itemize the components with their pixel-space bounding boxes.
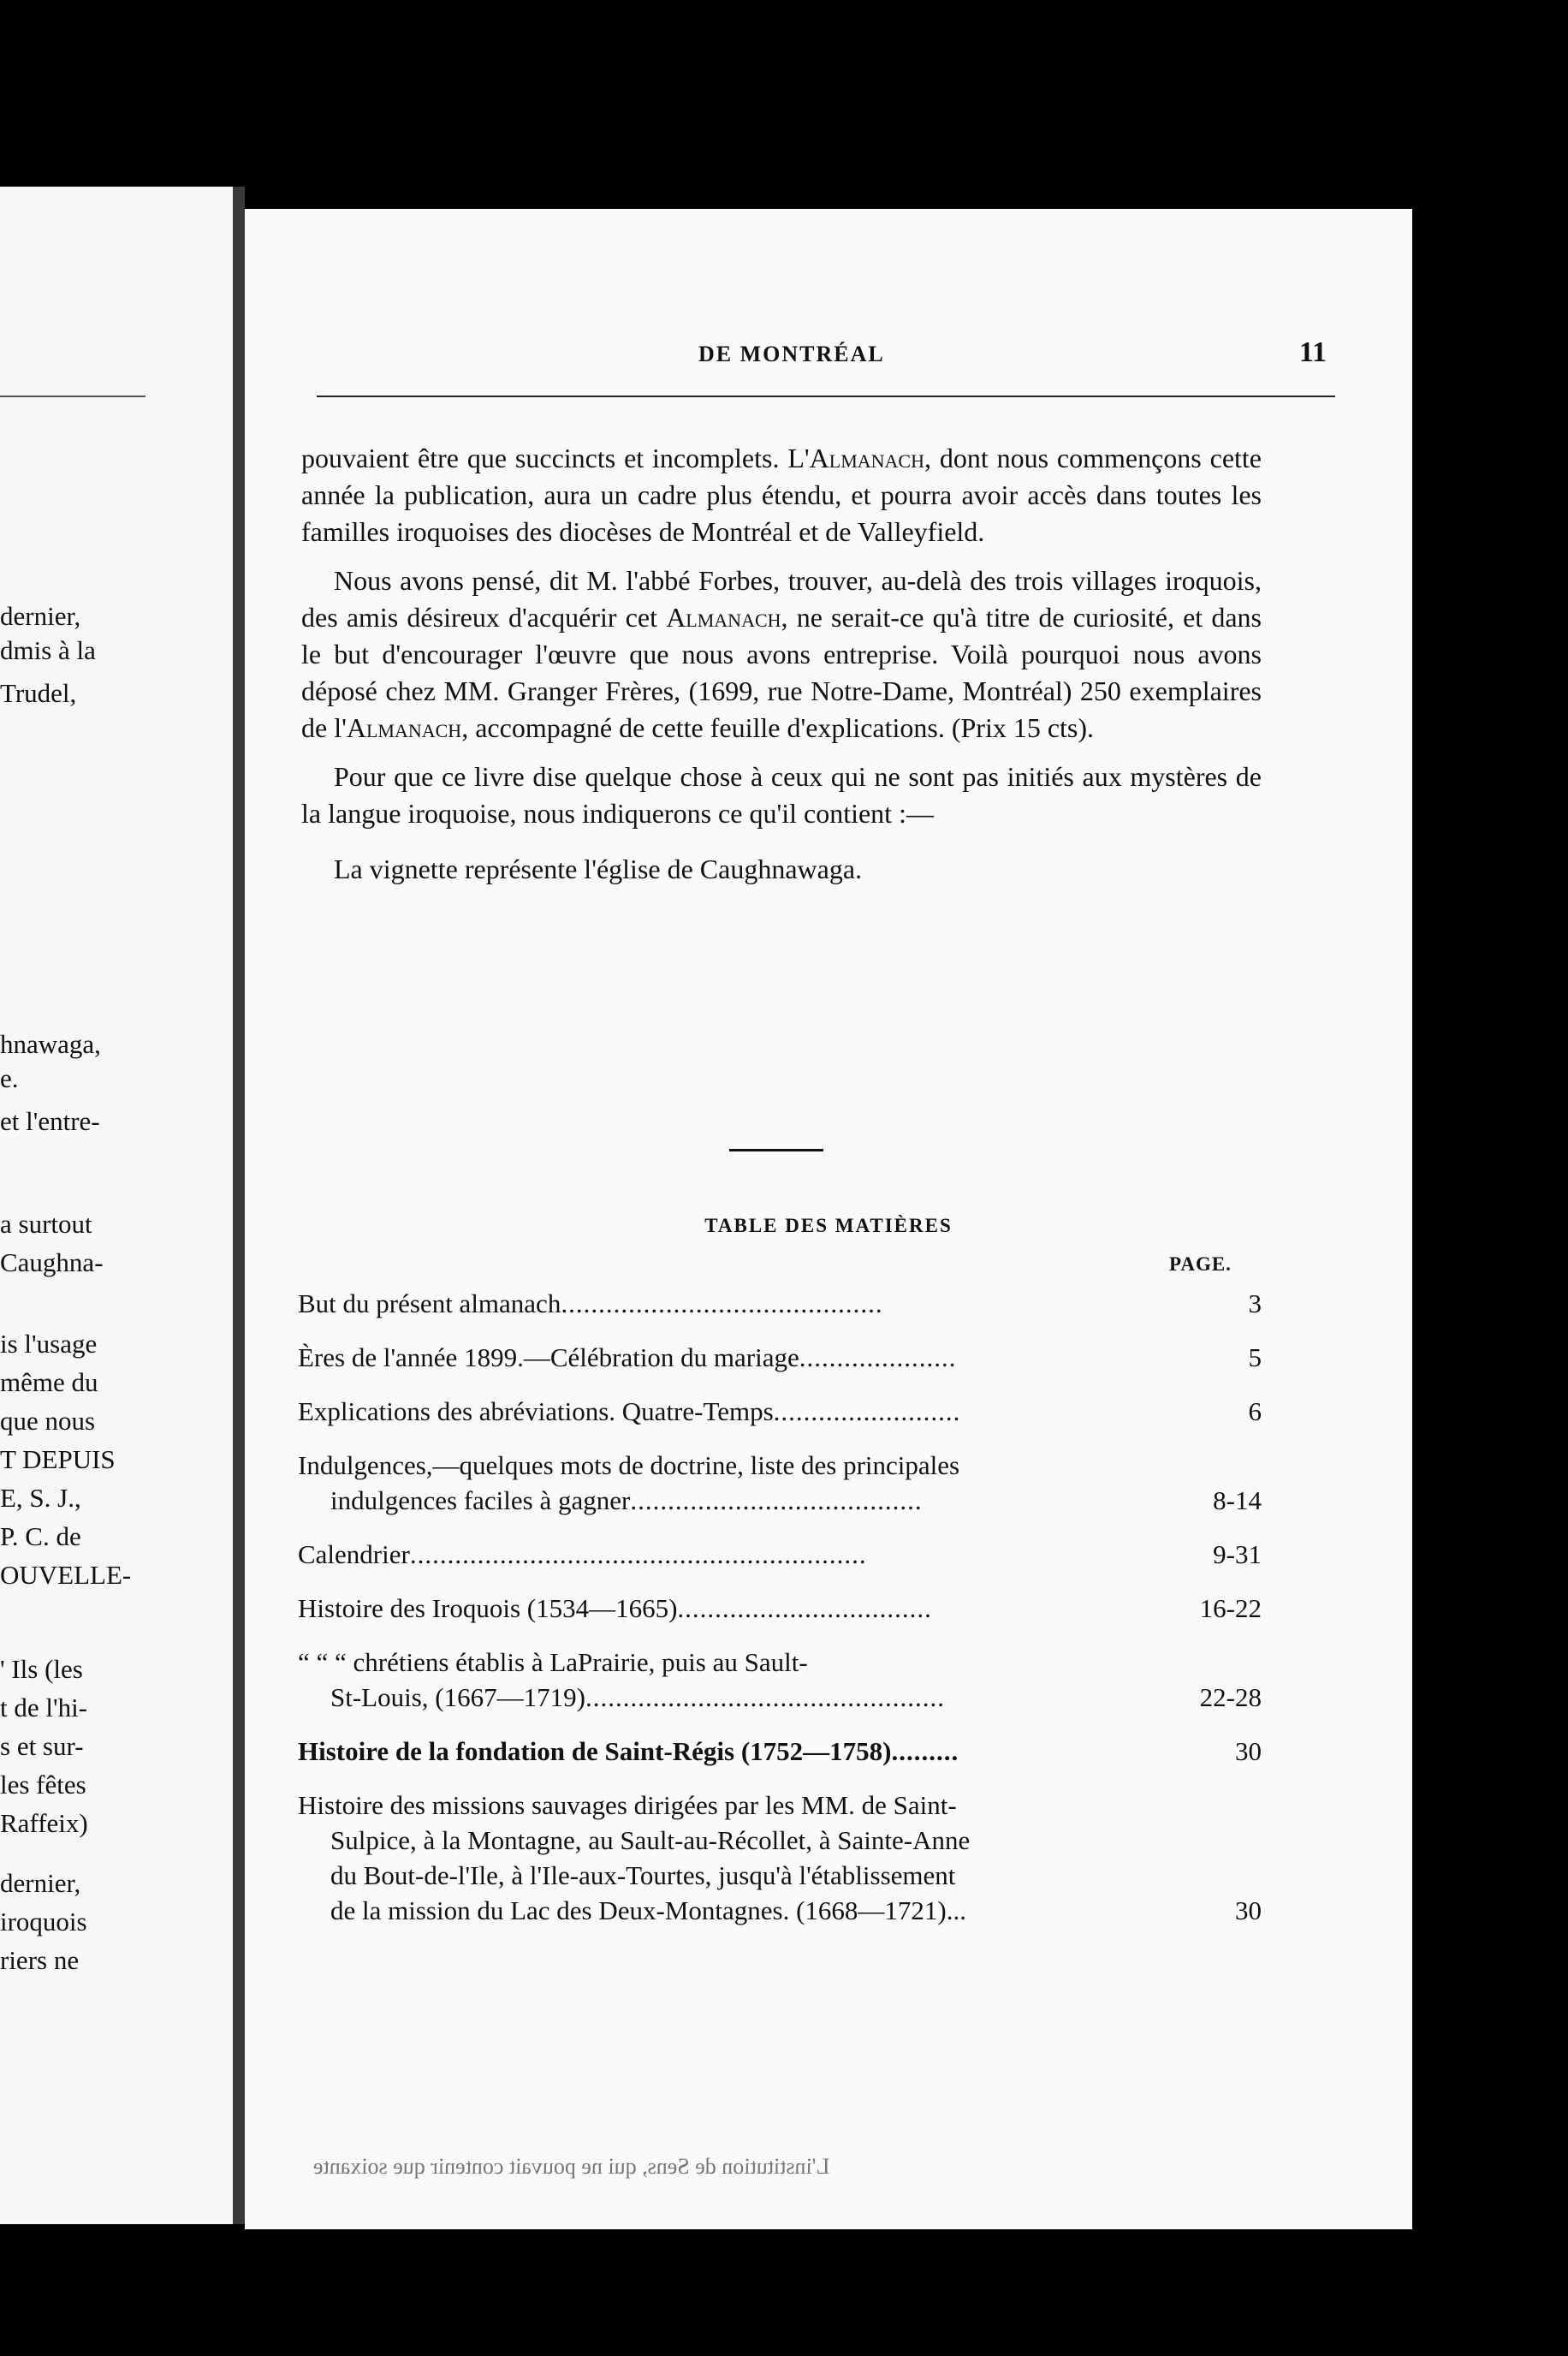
left-page-line: Trudel, xyxy=(0,678,77,708)
toc-title: TABLE DES MATIÈRES xyxy=(704,1215,953,1236)
section-separator xyxy=(729,1149,823,1151)
toc-entry-line: du Bout-de-l'Ile, à l'Ile-aux-Tourtes, jusqu'à l'établissement xyxy=(330,1860,956,1890)
toc-entry-line: indulgences faciles à gagner....................................... xyxy=(330,1485,923,1515)
toc-entry xyxy=(298,1286,1262,1321)
toc-entry xyxy=(298,1394,1262,1429)
toc-page-number: 5 xyxy=(1248,1342,1262,1372)
toc-page-number: 30 xyxy=(1235,1736,1262,1766)
left-page-line: même du xyxy=(0,1367,98,1397)
left-page-line: iroquois xyxy=(0,1907,87,1937)
toc-entry xyxy=(298,1537,1262,1572)
book-page xyxy=(245,209,1412,2229)
toc-leader-dots: ............................................................. xyxy=(409,1539,867,1569)
page-header xyxy=(245,336,1412,376)
toc-leader-dots: ......... xyxy=(891,1736,959,1766)
toc-page-number: 16-22 xyxy=(1199,1593,1262,1623)
toc-page-number: 3 xyxy=(1248,1288,1262,1318)
running-head: DE MONTRÉAL xyxy=(698,342,885,366)
toc-leader-dots: ........................................... xyxy=(561,1288,883,1318)
left-page-line: riers ne xyxy=(0,1945,80,1975)
toc-entry-text xyxy=(298,1591,1193,1626)
toc-entry-text xyxy=(298,1394,1193,1429)
toc-entry xyxy=(298,1645,1262,1715)
toc-entry-text xyxy=(298,1645,1193,1715)
left-page-line: E, S. J., xyxy=(0,1483,81,1513)
toc-entry-line: Calendrier............................................................. xyxy=(298,1539,867,1569)
toc-entry-text xyxy=(298,1340,1193,1375)
toc-page-number: 8-14 xyxy=(1213,1485,1262,1515)
toc-leader-dots: .................................. xyxy=(677,1593,932,1623)
left-page-line: t de l'hi- xyxy=(0,1693,88,1722)
paragraph-1: pouvaient être que succincts et incomplets. L'Almanach, dont nous commençons cette année la publication, aura un cadre plus étendu, et pourra avoir accès dans toutes les familles iroquoises des diocèses de Montréal et de Valleyfield. xyxy=(301,443,1262,547)
paragraph-2: Nous avons pensé, dit M. l'abbé Forbes, trouver, au-delà des trois villages iroquois, des amis désireux d'acquérir cet Almanach, ne serait-ce qu'à titre de curiosité, et dans le but d'encourager l'œuvre que nous avons entreprise. Voilà pourquoi nous avons déposé chez MM. Granger Frères, (1699, rue Notre-Dame, Montréal) 250 exemplaires de l'Almanach, accompagné de cette feuille d'explications. (Prix 15 cts). xyxy=(301,565,1262,743)
toc-entry-line: St-Louis, (1667—1719)................................................ xyxy=(330,1682,945,1712)
left-page-line: les fêtes xyxy=(0,1770,86,1800)
left-page-line: dmis à la xyxy=(0,635,96,665)
toc-leader-dots: ....................................... xyxy=(630,1485,923,1515)
toc-entry-line: Histoire des missions sauvages dirigées par les MM. de Saint- xyxy=(298,1790,957,1820)
toc-leader-dots: ..................... xyxy=(799,1342,957,1372)
toc-entry-text xyxy=(298,1734,1193,1769)
toc-entry-line: But du présent almanach........................................... xyxy=(298,1288,883,1318)
page-number: 11 xyxy=(1298,336,1327,368)
left-page-line: hnawaga, xyxy=(0,1029,101,1059)
toc-entry-line: Histoire des Iroquois (1534—1665).................................. xyxy=(298,1593,932,1623)
toc-page-number: 6 xyxy=(1248,1396,1262,1426)
toc-page-number: 9-31 xyxy=(1213,1539,1262,1569)
left-page-line: P. C. de xyxy=(0,1521,81,1551)
toc-entry-text xyxy=(298,1537,1193,1572)
toc-page-number: 30 xyxy=(1235,1895,1262,1925)
left-page-line: OUVELLE- xyxy=(0,1560,132,1590)
left-page-line: s et sur- xyxy=(0,1731,84,1761)
left-page-line: dernier, xyxy=(0,1868,81,1898)
left-page-line: Raffeix) xyxy=(0,1808,88,1838)
left-page-fragment xyxy=(0,187,245,2224)
toc-entry-line: Sulpice, à la Montagne, au Sault-au-Récollet, à Sainte-Anne xyxy=(330,1825,971,1855)
left-page-line: is l'usage xyxy=(0,1329,98,1359)
toc-entry-text xyxy=(298,1788,1193,1928)
left-page-line: T DEPUIS xyxy=(0,1444,116,1474)
left-page-line: Caughna- xyxy=(0,1247,104,1277)
left-page-line: e. xyxy=(0,1063,19,1093)
left-page-rule xyxy=(0,396,146,397)
toc-entry xyxy=(298,1591,1262,1626)
toc-leader-dots: ......................... xyxy=(773,1396,961,1426)
toc-leader-dots: ................................................ xyxy=(585,1682,945,1712)
body-text xyxy=(301,440,1262,900)
toc-entry xyxy=(298,1788,1262,1928)
table-of-contents xyxy=(298,1286,1262,1947)
toc-entry-line: Indulgences,—quelques mots de doctrine, liste des principales xyxy=(298,1450,960,1480)
toc-page-header: PAGE. xyxy=(1169,1253,1232,1275)
left-page-line: ' Ils (les xyxy=(0,1654,83,1684)
paragraph-3: Pour que ce livre dise quelque chose à ceux qui ne sont pas initiés aux mystères de la langue iroquoise, nous indiquerons ce qu'il contient :— xyxy=(301,761,1262,829)
paragraph-4: La vignette représente l'église de Caughnawaga. xyxy=(334,854,863,884)
toc-entry-text xyxy=(298,1286,1193,1321)
bleed-through-text: L'institution de Sens, qui ne pouvait contenir que soixante xyxy=(313,2154,830,2179)
toc-entry-line: Ères de l'année 1899.—Célébration du mariage..................... xyxy=(298,1342,957,1372)
toc-entry-line: de la mission du Lac des Deux-Montagnes. (1668—1721)... xyxy=(330,1895,967,1925)
toc-entry-line: “ “ “ chrétiens établis à LaPrairie, puis au Sault- xyxy=(298,1647,808,1677)
left-page-line: dernier, xyxy=(0,601,81,631)
left-page-line: a surtout xyxy=(0,1209,92,1239)
header-rule xyxy=(317,396,1335,397)
toc-entry-text xyxy=(298,1448,1193,1518)
left-page-line: et l'entre- xyxy=(0,1106,100,1136)
toc-entry-line: Explications des abréviations. Quatre-Temps......................... xyxy=(298,1396,961,1426)
toc-entry xyxy=(298,1734,1262,1769)
toc-page-number: 22-28 xyxy=(1199,1682,1262,1712)
left-page-line: que nous xyxy=(0,1406,96,1436)
toc-entry xyxy=(298,1448,1262,1518)
toc-entry-line: Histoire de la fondation de Saint-Régis (1752—1758)......... xyxy=(298,1736,959,1766)
toc-entry xyxy=(298,1340,1262,1375)
